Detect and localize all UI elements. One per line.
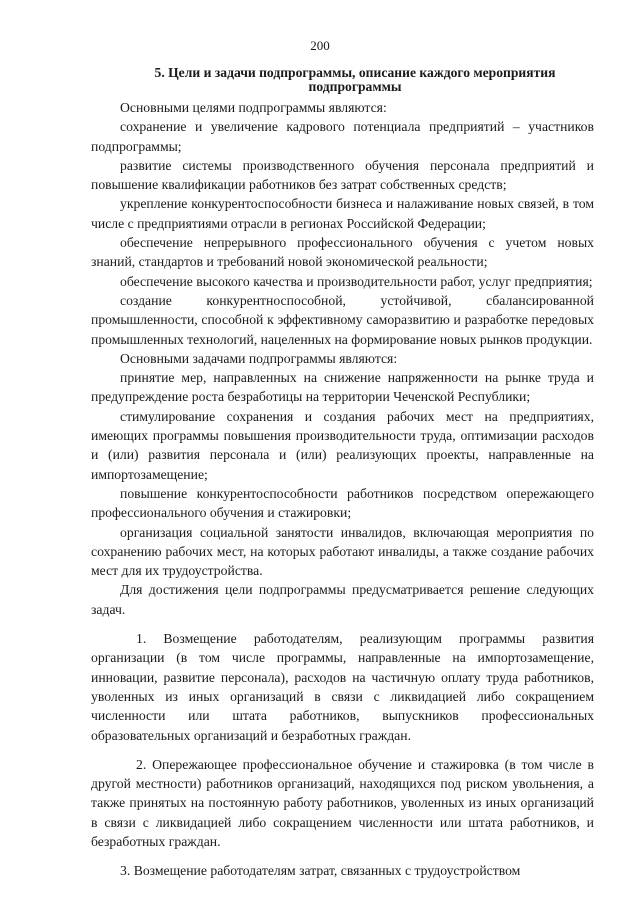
paragraph-goal: сохранение и увеличение кадрового потенциала предприятий – участников подпрограммы;	[91, 119, 594, 154]
paragraph-tasks-lead: Для достижения цели подпрограммы предусматривается решение следующих задач.	[91, 582, 594, 617]
paragraph-goal: укрепление конкурентоспособности бизнеса и налаживание новых связей, в том числе с предприятиями отрасли в регионах Российской Федерации;	[91, 196, 594, 231]
paragraph-task: стимулирование сохранения и создания рабочих мест на предприятиях, имеющих программы повышения производительности труда, оптимизации расходов и (или) развития персонала и (или) реализующих проекты, направленные на импортозамещение;	[91, 408, 594, 482]
paragraph-goal: обеспечение непрерывного профессионального обучения с учетом новых знаний, стандартов и требований новой экономической реальности;	[91, 235, 594, 270]
paragraph-goals-intro: Основными целями подпрограммы являются:	[120, 100, 387, 115]
body-text	[91, 98, 594, 881]
section-title-line-2: подпрограммы	[308, 79, 402, 94]
paragraph-task: принятие мер, направленных на снижение напряженности на рынке труда и предупреждение роста безработицы на территории Чеченской Республики;	[91, 370, 594, 405]
paragraph-measure-3: 3. Возмещение работодателям затрат, связанных с трудоустройством	[120, 863, 521, 879]
section-title	[118, 66, 592, 94]
section-title-line-1: 5. Цели и задачи подпрограммы, описание каждого мероприятия	[154, 65, 556, 80]
page-number: 200	[310, 38, 330, 53]
paragraph-goal: развитие системы производственного обучения персонала предприятий и повышение квалификации работников без затрат собственных средств;	[91, 157, 594, 193]
paragraph-goal: обеспечение высокого качества и производительности работ, услуг предприятия;	[120, 273, 593, 289]
paragraph-measure-1: 1. Возмещение работодателям, реализующим программы развития организации (в том числе программы, направленные на импортозамещение, инновации, развитие персонала), расходов на частичную оплату труда работников, уволенных из иных организаций в связи с ликвидацией либо сокращением численности или штата работников, выпускников профессиональных образовательных организаций и безработных граждан.	[91, 631, 594, 743]
paragraph-task: организация социальной занятости инвалидов, включающая мероприятия по сохранению рабочих мест, на которых работают инвалиды, а также создание рабочих мест для их трудоустройства.	[91, 524, 594, 579]
paragraph-measure-2: 2. Опережающее профессиональное обучение и стажировка (в том числе в другой местности) работников организаций, находящихся под риском увольнения, а также принятых на постоянную работу работников, уволенных из иных организаций в связи с ликвидацией либо сокращением численности или штата работников, и безработных граждан.	[91, 756, 594, 849]
paragraph-goal: создание конкурентноспособной, устойчивой, сбалансированной промышленности, способной к эффективному саморазвитию и разработке передовых промышленных технологий, нацеленных на формирование новых рынков продукции.	[91, 292, 594, 347]
paragraph-task: повышение конкурентоспособности работников посредством опережающего профессионального обучения и стажировки;	[91, 485, 594, 521]
paragraph-tasks-intro: Основными задачами подпрограммы являются:	[120, 350, 398, 366]
